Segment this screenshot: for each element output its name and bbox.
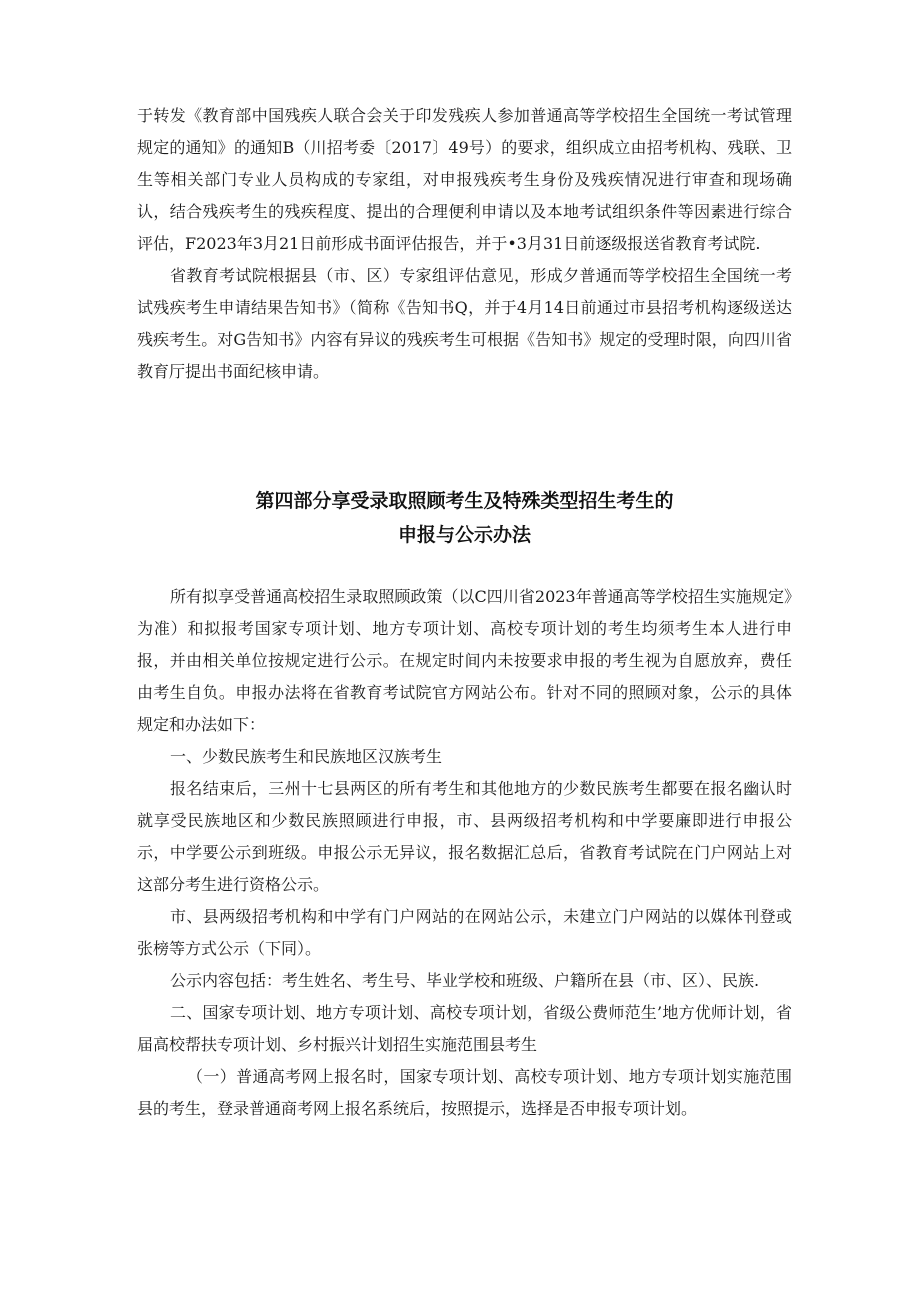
paragraph-online-registration: （一）普通高考网上报名时，国家专项计划、高校专项计划、地方专项计划实施范围县的考生，登录普通商考网上报名系统后，按照提示，选择是否申报专项计划。 bbox=[137, 1067, 792, 1118]
section-heading-line2: 申报与公示办法 bbox=[397, 524, 531, 546]
section-heading-line1: 第四部分享受录取照顾考生及特殊类型招生考生的 bbox=[255, 490, 674, 512]
paragraph-minority-declaration: 报名结束后，三州十七县两区的所有考生和其他地方的少数民族考生都要在报名幽认时就享受民族地区和少数民族照顾进行申报，市、县两级招考机构和中学要廉即进行申报公示，中学要公示到班级。申报公示无异议，报名数据汇总后，省教育考试院在门户网站上对这部分考生进行资格公示。 bbox=[137, 779, 792, 894]
subheading-minority-students: 一、少数民族考生和民族地区汉族考生 bbox=[170, 747, 443, 766]
section-heading bbox=[137, 484, 792, 552]
paragraph-continuation: 于转发《教育部中国残疾人联合会关于印发残疾人参加普通高等学校招生全国统一考试管理规定的通知》的通知B（川招考委〔2017〕49号）的要求，组织成立由招考机构、残联、卫生等相关部门专业人员构成的专家组，对申报残疾考生身份及残疾情况进行审查和现场确认，结合残疾考生的残疾程度、提出的合理便利申请以及本地考试组织条件等因素进行综合评估，F2023年3月21日前形成书面评估报告，并于•3月31日前逐级报送省教育考试院. bbox=[137, 106, 792, 253]
top-text-section bbox=[137, 100, 792, 388]
bottom-text-section bbox=[137, 581, 792, 1125]
paragraph-notification-review: 省教育考试院根据县（市、区）专家组评估意见，形成夕普通而等学校招生全国统一考试残疾考生申请结果告知书》（简称《告知书Q，并于4月14日前通过市县招考机构逐级送达残疾考生。对G告知书》内容有异议的残疾考生可根据《告知书》规定的受理时限，向四川省教育厅提出书面纪核申请。 bbox=[137, 266, 792, 381]
subheading-special-plans: 二、国家专项计划、地方专项计划、高校专项计划，省级公费师范生’地方优师计划，省届高校帮扶专项计划、乡村振兴计划招生实施范围县考生 bbox=[137, 1003, 792, 1054]
paragraph-publicity-content: 公示内容包括：考生姓名、考生号、毕业学校和班级、户籍所在县（市、区）、民族. bbox=[170, 971, 760, 990]
paragraph-publicity-method: 市、县两级招考机构和中学有门户网站的在网站公示，未建立门户网站的以媒体刊登或张榜等方式公示（下同）。 bbox=[137, 907, 792, 958]
paragraph-intro: 所有拟享受普通高校招生录取照顾政策（以C四川省2023年普通高等学校招生实施规定》为准）和拟报考国家专项计划、地方专项计划、高校专项计划的考生均须考生本人进行申报，并由相关单位按规定进行公示。在规定时间内未按要求申报的考生视为自愿放弃，费任由考生自负。申报办法将在省教育考试院官方网站公布。针对不同的照顾对象，公示的具体规定和办法如下： bbox=[137, 587, 792, 734]
